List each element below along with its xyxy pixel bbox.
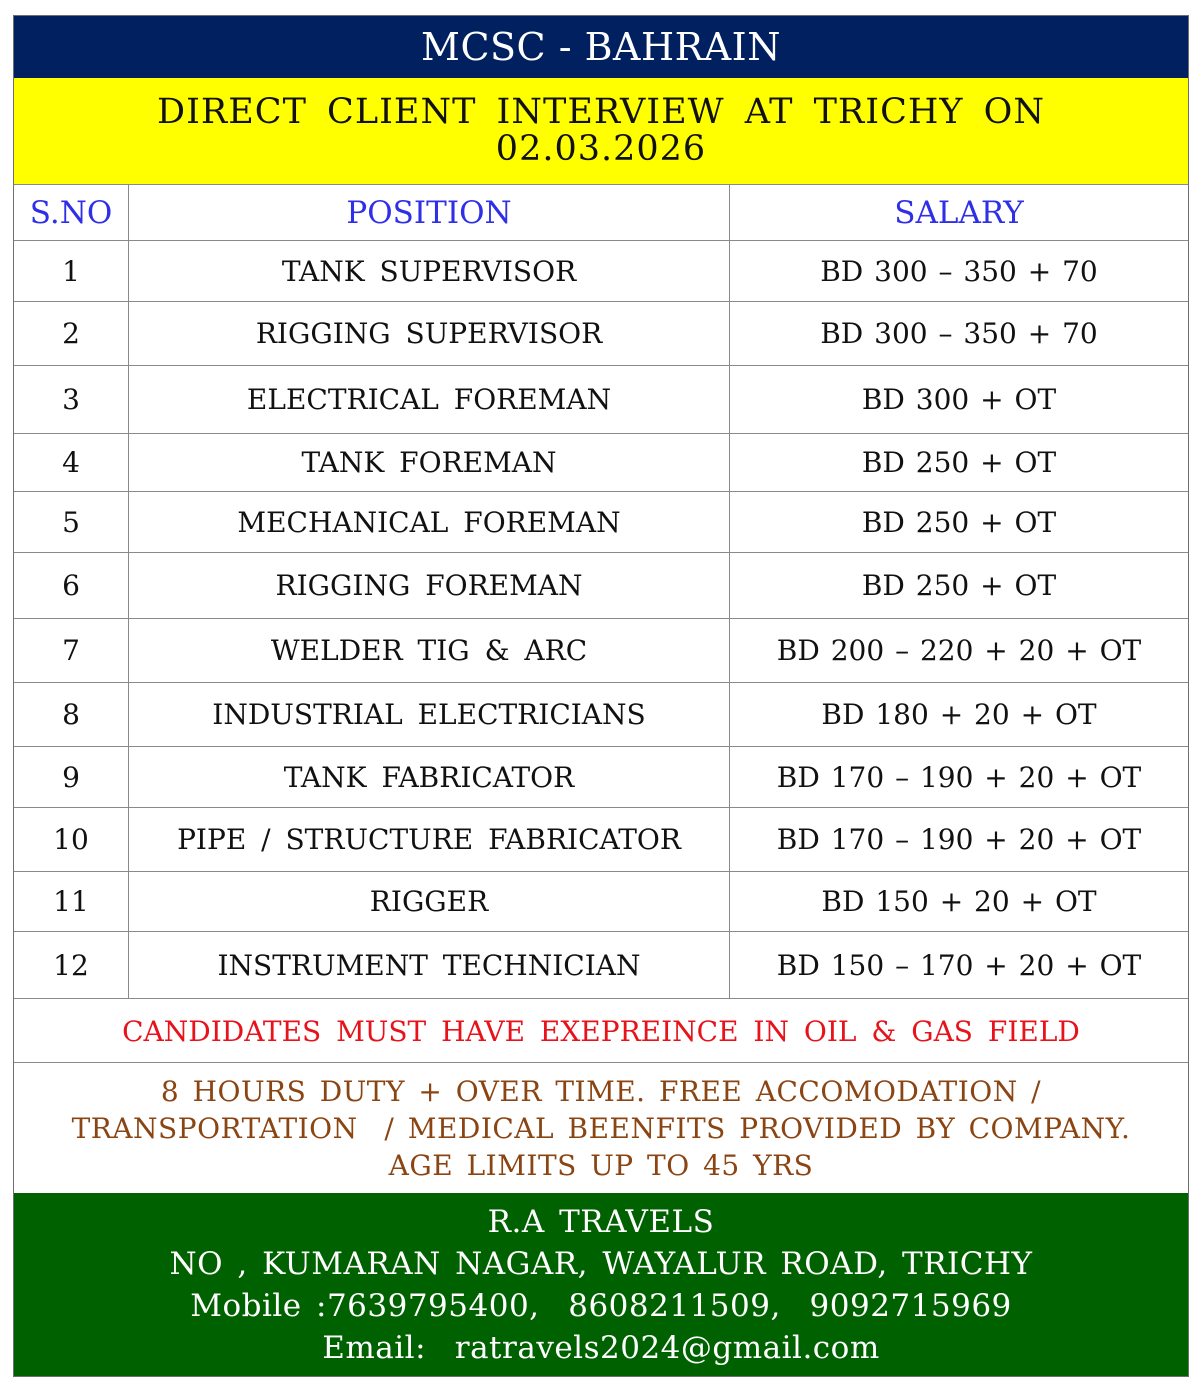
row-position: RIGGING SUPERVISOR	[129, 302, 730, 365]
table-row	[14, 491, 1188, 552]
experience-requirement	[14, 998, 1188, 1063]
row-sno: 10	[14, 808, 129, 871]
table-row	[14, 618, 1188, 682]
row-position: RIGGING FOREMAN	[129, 553, 730, 618]
experience-requirement-text: CANDIDATES MUST HAVE EXEPREINCE IN OIL & GAS FIELD	[122, 1014, 1080, 1048]
row-sno: 2	[14, 302, 129, 365]
row-sno: 5	[14, 492, 129, 552]
agency-address: NO , KUMARAN NAGAR, WAYALUR ROAD, TRICHY	[169, 1245, 1033, 1282]
benefits-note	[14, 1062, 1188, 1194]
row-position: WELDER TIG & ARC	[129, 619, 730, 682]
poster-title-text: MCSC - BAHRAIN	[421, 25, 781, 69]
table-row	[14, 240, 1188, 301]
row-salary: BD 300 – 350 + 70	[820, 254, 1098, 288]
row-position: INDUSTRIAL ELECTRICIANS	[129, 683, 730, 746]
table-row	[14, 871, 1188, 931]
row-sno: 4	[14, 434, 129, 491]
column-header-position: POSITION	[129, 185, 730, 240]
row-position: TANK FABRICATOR	[129, 747, 730, 807]
row-position: MECHANICAL FOREMAN	[129, 492, 730, 552]
interview-banner-line1: DIRECT CLIENT INTERVIEW AT TRICHY ON	[157, 92, 1045, 132]
row-position: PIPE / STRUCTURE FABRICATOR	[129, 808, 730, 871]
age-limit: AGE LIMITS UP TO 45 YRS	[388, 1149, 814, 1182]
row-salary: BD 250 + OT	[861, 505, 1057, 539]
row-position: TANK SUPERVISOR	[129, 241, 730, 301]
row-salary: BD 300 – 350 + 70	[820, 317, 1098, 350]
row-sno: 7	[14, 619, 129, 682]
contact-footer	[14, 1193, 1188, 1376]
table-row	[14, 433, 1188, 491]
row-sno: 3	[14, 366, 129, 433]
row-salary: BD 170 – 190 + 20 + OT	[776, 760, 1142, 794]
job-poster	[13, 15, 1189, 1377]
row-salary: BD 180 + 20 + OT	[821, 698, 1097, 731]
row-sno: 9	[14, 747, 129, 807]
table-row	[14, 365, 1188, 433]
row-position: TANK FOREMAN	[129, 434, 730, 491]
mobile-numbers: Mobile :7639795400, 8608211509, 9092715969	[190, 1287, 1012, 1324]
row-salary: BD 250 + OT	[861, 569, 1057, 602]
row-salary: BD 150 – 170 + 20 + OT	[776, 948, 1142, 982]
table-row	[14, 301, 1188, 365]
agency-name: R.A TRAVELS	[487, 1203, 715, 1240]
row-sno: 8	[14, 683, 129, 746]
column-header-salary: SALARY	[894, 194, 1024, 231]
table-row	[14, 552, 1188, 618]
column-header-sno: S.NO	[14, 185, 129, 240]
row-position: RIGGER	[129, 872, 730, 931]
row-salary: BD 150 + 20 + OT	[821, 885, 1097, 918]
benefits-line: 8 HOURS DUTY + OVER TIME. FREE ACCOMODATION /	[160, 1075, 1042, 1108]
poster-title	[14, 16, 1188, 78]
table-row	[14, 931, 1188, 998]
benefits-line: TRANSPORTATION / MEDICAL BEENFITS PROVIDED BY COMPANY.	[71, 1112, 1131, 1145]
row-salary: BD 200 – 220 + 20 + OT	[776, 634, 1142, 667]
interview-date: 02.03.2026	[495, 129, 707, 169]
table-row	[14, 807, 1188, 871]
row-salary: BD 300 + OT	[861, 383, 1057, 416]
table-row	[14, 682, 1188, 746]
interview-banner	[14, 78, 1188, 184]
row-sno: 12	[14, 932, 129, 998]
row-sno: 6	[14, 553, 129, 618]
table-header-row	[14, 184, 1188, 240]
row-salary: BD 250 + OT	[861, 446, 1057, 479]
row-sno: 1	[14, 241, 129, 301]
table-row	[14, 746, 1188, 807]
row-salary: BD 170 – 190 + 20 + OT	[776, 823, 1142, 856]
row-position: INSTRUMENT TECHNICIAN	[129, 932, 730, 998]
row-position: ELECTRICAL FOREMAN	[129, 366, 730, 433]
email-address: Email: ratravels2024@gmail.com	[322, 1329, 880, 1366]
row-sno: 11	[14, 872, 129, 931]
